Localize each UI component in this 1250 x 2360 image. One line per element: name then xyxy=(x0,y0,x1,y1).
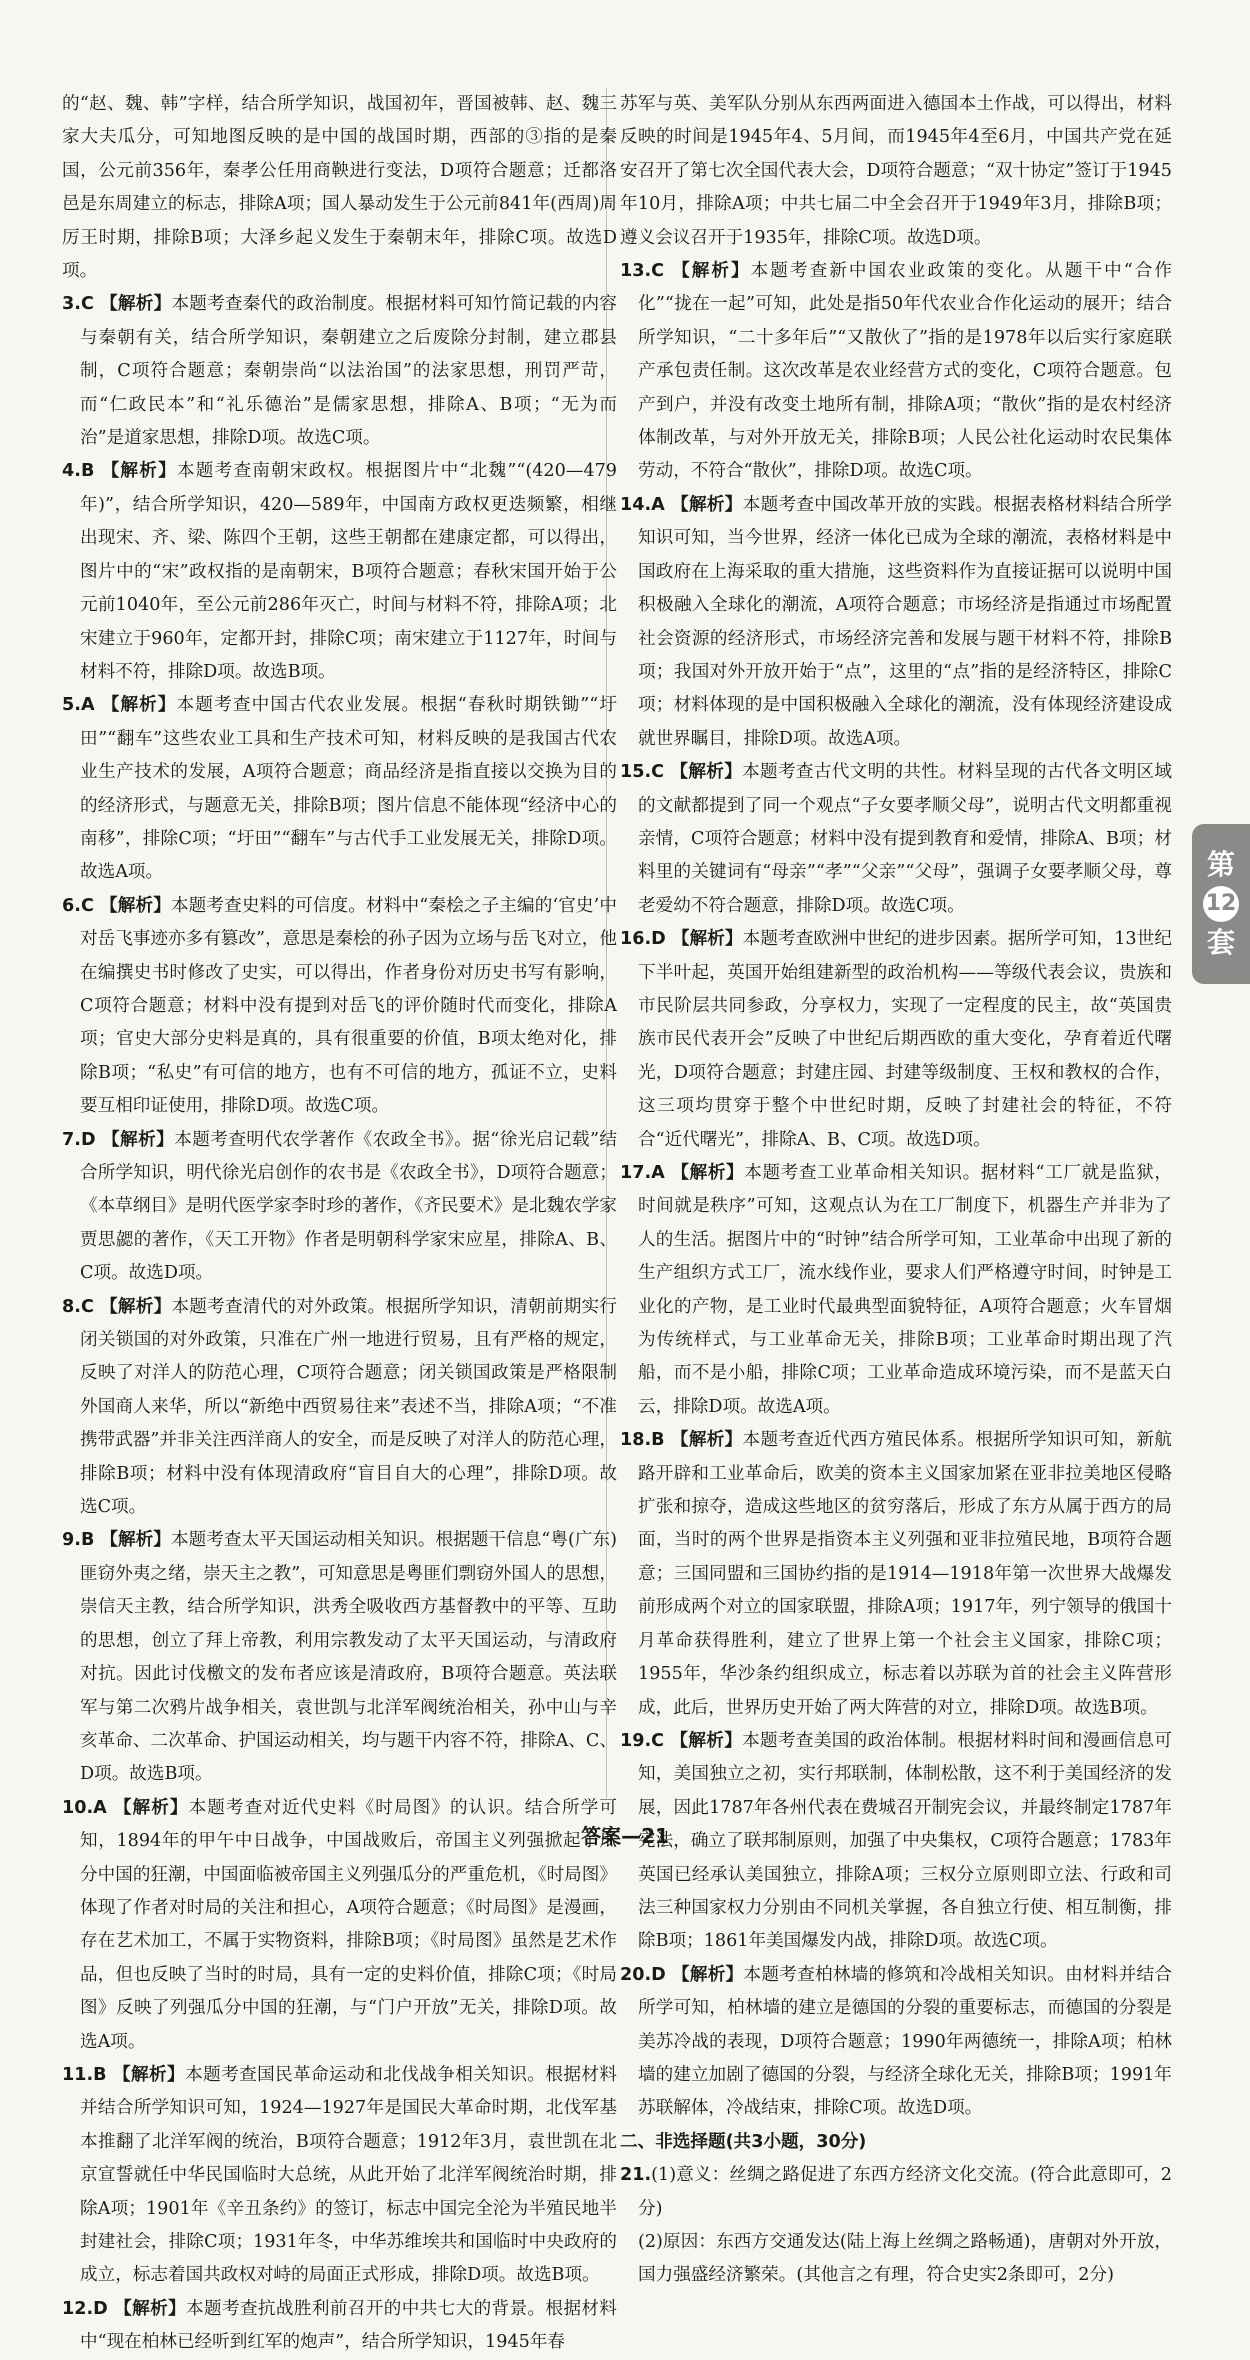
answer-letter: B xyxy=(80,1530,95,1551)
answer-number: 7. xyxy=(62,1129,81,1150)
answer-text: 本题考查清代的对外政策。根据所学知识，清朝前期实行闭关锁国的对外政策，只准在广州一地进行贸易，且有严格的规定，反映了对洋人的防范心理，C项符合题意；闭关锁国政策是严格限制外国商人来华，所以“新绝中西贸易往来”表述不当，排除A项；“不准携带武器”并非关注西洋商人的安全，而是反映了对洋人的防范心理，排除B项；材料中没有体现清政府“盲目自大的心理”，排除D项。故选C项。 xyxy=(80,1296,617,1518)
question-21-part2: (2)原因：东西方交通发达(陆上海上丝绸之路畅通)，唐朝对外开放，国力强盛经济繁荣。(其他言之有理，符合史实2条即可，2分) xyxy=(638,2232,1172,2286)
answer-number: 11. xyxy=(62,2064,94,2085)
answer-number: 8. xyxy=(62,1296,81,1317)
answer-item xyxy=(62,1291,617,1525)
answer-item xyxy=(620,1157,1172,1424)
answer-item xyxy=(62,455,617,689)
answer-number: 10. xyxy=(62,1797,94,1818)
answer-number: 3. xyxy=(62,294,81,315)
analysis-tag: 【解析】 xyxy=(99,895,171,916)
answer-text: 本题考查国民革命运动和北伐战争相关知识。根据材料并结合所学知识可知，1924—1927年是国民大革命时期，北伐军基本推翻了北洋军阀的统治，B项符合题意；1912年3月，袁世凯在北京宣誓就任中华民国临时大总统，从此开始了北洋军阀统治时期，排除A项；1901年《辛丑条约》的签订，标志中国完全沦为半殖民地半封建社会，排除C项；1931年冬，中华苏维埃共和国临时中央政府的成立，标志着国共政权对峙的局面正式形成，排除D项。故选B项。 xyxy=(80,2064,617,2286)
answer-letter: C xyxy=(651,261,665,282)
answer-item xyxy=(62,288,617,455)
answer-number: 19. xyxy=(620,1730,652,1751)
answer-item xyxy=(620,1424,1172,1725)
answer-letter: A xyxy=(93,1797,107,1818)
answer-letter: C xyxy=(80,1296,94,1317)
answer-item xyxy=(62,689,617,889)
answer-letter: D xyxy=(651,1964,666,1985)
answer-text: 本题考查中国古代农业发展。根据“春秋时期铁锄”“圩田”“翻车”这些农业工具和生产技术可知，材料反映的是我国古代农业生产技术的发展，A项符合题意；商品经济是指直接以交换为目的的经济形式，与题意无关，排除B项；图片信息不能体现“经济中心的南移”，排除C项；“圩田”“翻车”与古代手工业发展无关，排除D项。故选A项。 xyxy=(80,695,617,883)
answer-text: 本题考查工业革命相关知识。据材料“工厂就是监狱，时间就是秩序”可知，这观点认为在工厂制度下，机器生产并非为了人的生活。据图片中的“时钟”结合所学可知，工业革命中出现了新的生产组织方式工厂，流水线作业，要求人们严格遵守时间，时钟是工业化的产物，是工业时代最典型面貌特征，A项符合题意；火车冒烟为传统样式，与工业革命无关，排除B项；工业革命时期出现了汽船，而不是小船，排除C项；工业革命造成环境污染，而不是蓝天白云，排除D项。故选A项。 xyxy=(638,1163,1172,1417)
answer-text: 本题考查美国的政治体制。根据材料时间和漫画信息可知，美国独立之初，实行邦联制，体制松散，这不利于美国经济的发展，因此1787年各州代表在费城召开制宪会议，并最终制定1787年宪法，确立了联邦制原则，加强了中央集权，C项符合题意；1783年英国已经承认美国独立，排除A项；三权分立原则即立法、行政和司法三种国家权力分别由不同机关掌握，各自独立行使、相互制衡，排除B项；1861年美国爆发内战，排除D项。故选C项。 xyxy=(638,1730,1172,1952)
answer-number: 18. xyxy=(620,1430,652,1451)
answer-text: 本题考查明代农学著作《农政全书》。据“徐光启记载”结合所学知识，明代徐光启创作的农书是《农政全书》，D项符合题意；《本草纲目》是明代医学家李时珍的著作，《齐民要术》是北魏农学家贾思勰的著作，《天工开物》作者是明朝科学家宋应星，排除A、B、C项。故选D项。 xyxy=(80,1129,617,1284)
analysis-tag: 【解析】 xyxy=(100,461,177,482)
answer-letter: A xyxy=(651,494,665,515)
question-21 xyxy=(620,2159,1172,2226)
analysis-tag: 【解析】 xyxy=(671,1964,744,1985)
answer-letter: C xyxy=(80,294,94,315)
answer-text: 本题考查南朝宋政权。根据图片中“北魏”“(420—479年)”，结合所学知识，420—589年，中国南方政权更迭频繁，相继出现宋、齐、梁、陈四个王朝，这些王朝都在建康定都，可以得出，图片中的“宋”政权指的是南朝宋，B项符合题意；春秋宋国开始于公元前1040年，至公元前286年灭亡，时间与材料不符，排除A项；北宋建立于960年，定都开封，排除C项；南宋建立于1127年，时间与材料不符，排除D项。故选B项。 xyxy=(80,461,617,682)
answer-letter: B xyxy=(651,1430,665,1451)
analysis-tag: 【解析】 xyxy=(100,1530,171,1551)
tab-suffix: 套 xyxy=(1206,926,1235,959)
analysis-tag: 【解析】 xyxy=(670,762,743,783)
set-number-tab xyxy=(1192,824,1250,984)
analysis-tag: 【解析】 xyxy=(670,1163,745,1183)
tab-prefix: 第 xyxy=(1206,848,1235,881)
question-number: 21. xyxy=(620,2165,652,2186)
answer-text: 本题考查抗战胜利前召开的中共七大的背景。根据材料中“现在柏林已经听到红军的炮声”，结合所学知识，1945年春 xyxy=(80,2298,617,2353)
answer-number: 17. xyxy=(620,1163,652,1183)
answer-number: 16. xyxy=(620,929,652,950)
analysis-tag: 【解析】 xyxy=(112,1797,189,1818)
answer-number: 12. xyxy=(62,2298,94,2319)
answer-text: 本题考查太平天国运动相关知识。根据题干信息“粤(广东)匪窃外夷之绪，崇天主之教”，可知意思是粤匪们剽窃外国人的思想，崇信天主教，结合所学知识，洪秀全吸收西方基督教中的平等、互助的思想，创立了拜上帝教，利用宗教发动了太平天国运动，与清政府对抗。因此讨伐檄文的发布者应该是清政府，B项符合题意。英法联军与第二次鸦片战争相关，袁世凯与北洋军阀统治相关，孙中山与辛亥革命、二次革命、护国运动相关，均与题干内容不符，排除A、C、D项。故选B项。 xyxy=(80,1530,617,1785)
analysis-tag: 【解析】 xyxy=(670,494,743,515)
answer-letter: D xyxy=(80,1129,96,1150)
analysis-tag: 【解析】 xyxy=(670,261,751,282)
answer-text: 本题考查秦代的政治制度。根据材料可知竹简记载的内容与秦朝有关，结合所学知识，秦朝建立之后废除分封制，建立郡县制，C项符合题意；秦朝崇尚“以法治国”的法家思想，刑罚严苛，而“仁政民本”和“礼乐德治”是儒家思想，排除A、B项；“无为而治”是道家思想，排除D项。故选C项。 xyxy=(80,294,617,449)
analysis-tag: 【解析】 xyxy=(112,2064,186,2085)
question-21-part1: (1)意义：丝绸之路促进了东西方经济文化交流。(符合此意即可，2分) xyxy=(638,2165,1172,2219)
analysis-tag: 【解析】 xyxy=(113,2298,187,2319)
answer-letter: B xyxy=(80,461,95,482)
analysis-tag: 【解析】 xyxy=(670,1730,743,1751)
answer-number: 9. xyxy=(62,1530,81,1551)
analysis-tag: 【解析】 xyxy=(99,294,172,315)
answer-item xyxy=(620,1959,1172,2126)
analysis-tag: 【解析】 xyxy=(99,1296,172,1317)
answer-text: 本题考查柏林墙的修筑和冷战相关知识。由材料并结合所学可知，柏林墙的建立是德国的分裂的重要标志，而德国的分裂是美苏冷战的表现，D项符合题意；1990年两德统一，排除A项；柏林墙的建立加剧了德国的分裂，与经济全球化无关，排除B项；1991年苏联解体，冷战结束，排除C项。故选D项。 xyxy=(638,1964,1172,2119)
answer-list-left xyxy=(62,288,617,2359)
analysis-tag: 【解析】 xyxy=(101,1129,175,1150)
answer-item xyxy=(62,2293,617,2360)
answer-item xyxy=(62,890,617,1124)
answer-item xyxy=(62,2059,617,2293)
answer-text: 本题考查新中国农业政策的变化。从题干中“合作化”“拢在一起”可知，此处是指50年代农业合作化运动的展开；结合所学知识，“二十多年后”“又散伙了”指的是1978年以后实行家庭联产承包责任制。这次改革是农业经营方式的变化，C项符合题意。包产到户，并没有改变土地所有制，排除A项；“散伙”指的是农村经济体制改革，与对外开放无关，排除B项；人民公社化运动时农民集体劳动，不符合“散伙”，排除D项。故选C项。 xyxy=(638,261,1172,482)
answer-number: 4. xyxy=(62,461,81,482)
left-column xyxy=(62,88,617,2360)
answer-number: 5. xyxy=(62,695,81,716)
answer-letter: B xyxy=(93,2064,107,2085)
answer-letter: C xyxy=(651,1730,665,1751)
answer-text: 本题考查欧洲中世纪的进步因素。据所学可知，13世纪下半叶起，英国开始组建新型的政治机构——等级代表会议，贵族和市民阶层共同参政，分享权力，实现了一定程度的民主，故“英国贵族市民代表开会”反映了中世纪后期西欧的重大变化，孕育着近代曙光，D项符合题意；封建庄园、封建等级制度、王权和教权的合作，这三项均贯穿于整个中世纪时期，反映了封建社会的特征，不符合“近代曙光”，排除A、B、C项。故选D项。 xyxy=(638,929,1172,1150)
analysis-tag: 【解析】 xyxy=(100,695,177,716)
answer-number: 20. xyxy=(620,1964,652,1985)
answer-number: 14. xyxy=(620,494,652,515)
answer-number: 13. xyxy=(620,261,652,282)
answer-letter: A xyxy=(651,1163,665,1183)
right-column xyxy=(620,88,1172,2293)
continued-text: 的“赵、魏、韩”字样，结合所学知识，战国初年，晋国被韩、赵、魏三家大夫瓜分，可知地图反映的是中国的战国时期，西部的③指的是秦国，公元前356年，秦孝公任用商鞅进行变法，D项符合题意；迁都洛邑是东周建立的标志，排除A项；国人暴动发生于公元前841年(西周)周厉王时期，排除B项；大泽乡起义发生于秦朝末年，排除C项。故选D项。 xyxy=(62,94,617,282)
continued-text: 苏军与英、美军队分别从东西两面进入德国本土作战，可以得出，材料反映的时间是1945年4、5月间，而1945年4至6月，中国共产党在延安召开了第七次全国代表大会，D项符合题意；“双十协定”签订于1945年10月，排除A项；中共七届二中全会召开于1949年3月，排除B项；遵义会议召开于1935年，排除C项。故选D项。 xyxy=(620,94,1172,248)
answer-text: 本题考查史料的可信度。材料中“秦桧之子主编的‘官史’中对岳飞事迹亦多有篡改”，意思是秦桧的孙子因为立场与岳飞对立，他在编撰史书时修改了史实，可以得出，作者身份对历史书写有影响，C项符合题意；材料中没有提到对岳飞的评价随时代而变化，排除A项；官史大部分史料是真的，具有很重要的价值，B项太绝对化，排除B项；“私史”有可信的地方，也有不可信的地方，孤证不立，史料要互相印证使用，排除D项。故选C项。 xyxy=(80,895,617,1117)
answer-item xyxy=(620,255,1172,489)
answer-number: 15. xyxy=(620,762,652,783)
answer-number: 6. xyxy=(62,895,81,916)
answer-letter: A xyxy=(80,695,95,716)
answer-text: 本题考查中国改革开放的实践。根据表格材料结合所学知识可知，当今世界，经济一体化已成为全球的潮流，表格材料是中国政府在上海采取的重大措施，这些资料作为直接证据可以说明中国积极融入全球化的潮流，A项符合题意；市场经济是指通过市场配置社会资源的经济形式，市场经济完善和发展与题干材料不符，排除B项；我国对外开放开始于“点”，这里的“点”指的是经济特区，排除C项；材料体现的是中国积极融入全球化的潮流，没有体现经济建设成就世界瞩目，排除D项。故选A项。 xyxy=(638,494,1172,749)
answer-item xyxy=(62,1524,617,1791)
answer-item xyxy=(62,1124,617,1291)
answer-letter: C xyxy=(80,895,94,916)
answer-letter: C xyxy=(651,762,665,783)
answer-text: 本题考查对近代史料《时局图》的认识。结合所学可知，1894年的甲午中日战争，中国战败后，帝国主义列强掀起了瓜分中国的狂潮，中国面临被帝国主义列强瓜分的严重危机，《时局图》体现了作者对时局的关注和担心，A项符合题意；《时局图》是漫画，存在艺术加工，不属于实物资料，排除B项；《时局图》虽然是艺术作品，但也反映了当时的时局，具有一定的史料价值，排除C项；《时局图》反映了列强瓜分中国的狂潮，与“门户开放”无关，排除D项。故选A项。 xyxy=(80,1797,617,2052)
answer-letter: D xyxy=(651,929,666,950)
answer-text: 本题考查近代西方殖民体系。根据所学知识可知，新航路开辟和工业革命后，欧美的资本主义国家加紧在亚非拉美地区侵略扩张和掠夺，造成这些地区的贫穷落后，形成了东方从属于西方的局面，当时的两个世界是指资本主义列强和亚非拉殖民地，B项符合题意；三国同盟和三国协约指的是1914—1918年第一次世界大战爆发前形成两个对立的国家联盟，排除A项；1917年，列宁领导的俄国十月革命获得胜利，建立了世界上第一个社会主义国家，排除C项；1955年，华沙条约组织成立，标志着以苏联为首的社会主义阵营形成，此后，世界历史开始了两大阵营的对立，排除D项。故选B项。 xyxy=(638,1430,1172,1718)
analysis-tag: 【解析】 xyxy=(671,929,743,950)
answer-item xyxy=(620,756,1172,923)
page-footer: 答案—21 xyxy=(581,1824,669,1848)
answer-item xyxy=(620,923,1172,1157)
answer-text: 本题考查古代文明的共性。材料呈现的古代各文明区域的文献都提到了同一个观点“子女要孝顺父母”，说明古代文明都重视亲情，C项符合题意；材料中没有提到教育和爱情，排除A、B项；材料里的关键词有“母亲”“孝”“父亲”“父母”，强调子女要孝顺父母，尊老爱幼不符合题意，排除D项。故选C项。 xyxy=(638,762,1172,916)
section-heading: 二、非选择题(共3小题，30分) xyxy=(620,2131,867,2152)
answer-item xyxy=(620,489,1172,756)
tab-number: 12 xyxy=(1203,886,1239,922)
answer-letter: D xyxy=(93,2298,108,2319)
analysis-tag: 【解析】 xyxy=(670,1430,743,1451)
